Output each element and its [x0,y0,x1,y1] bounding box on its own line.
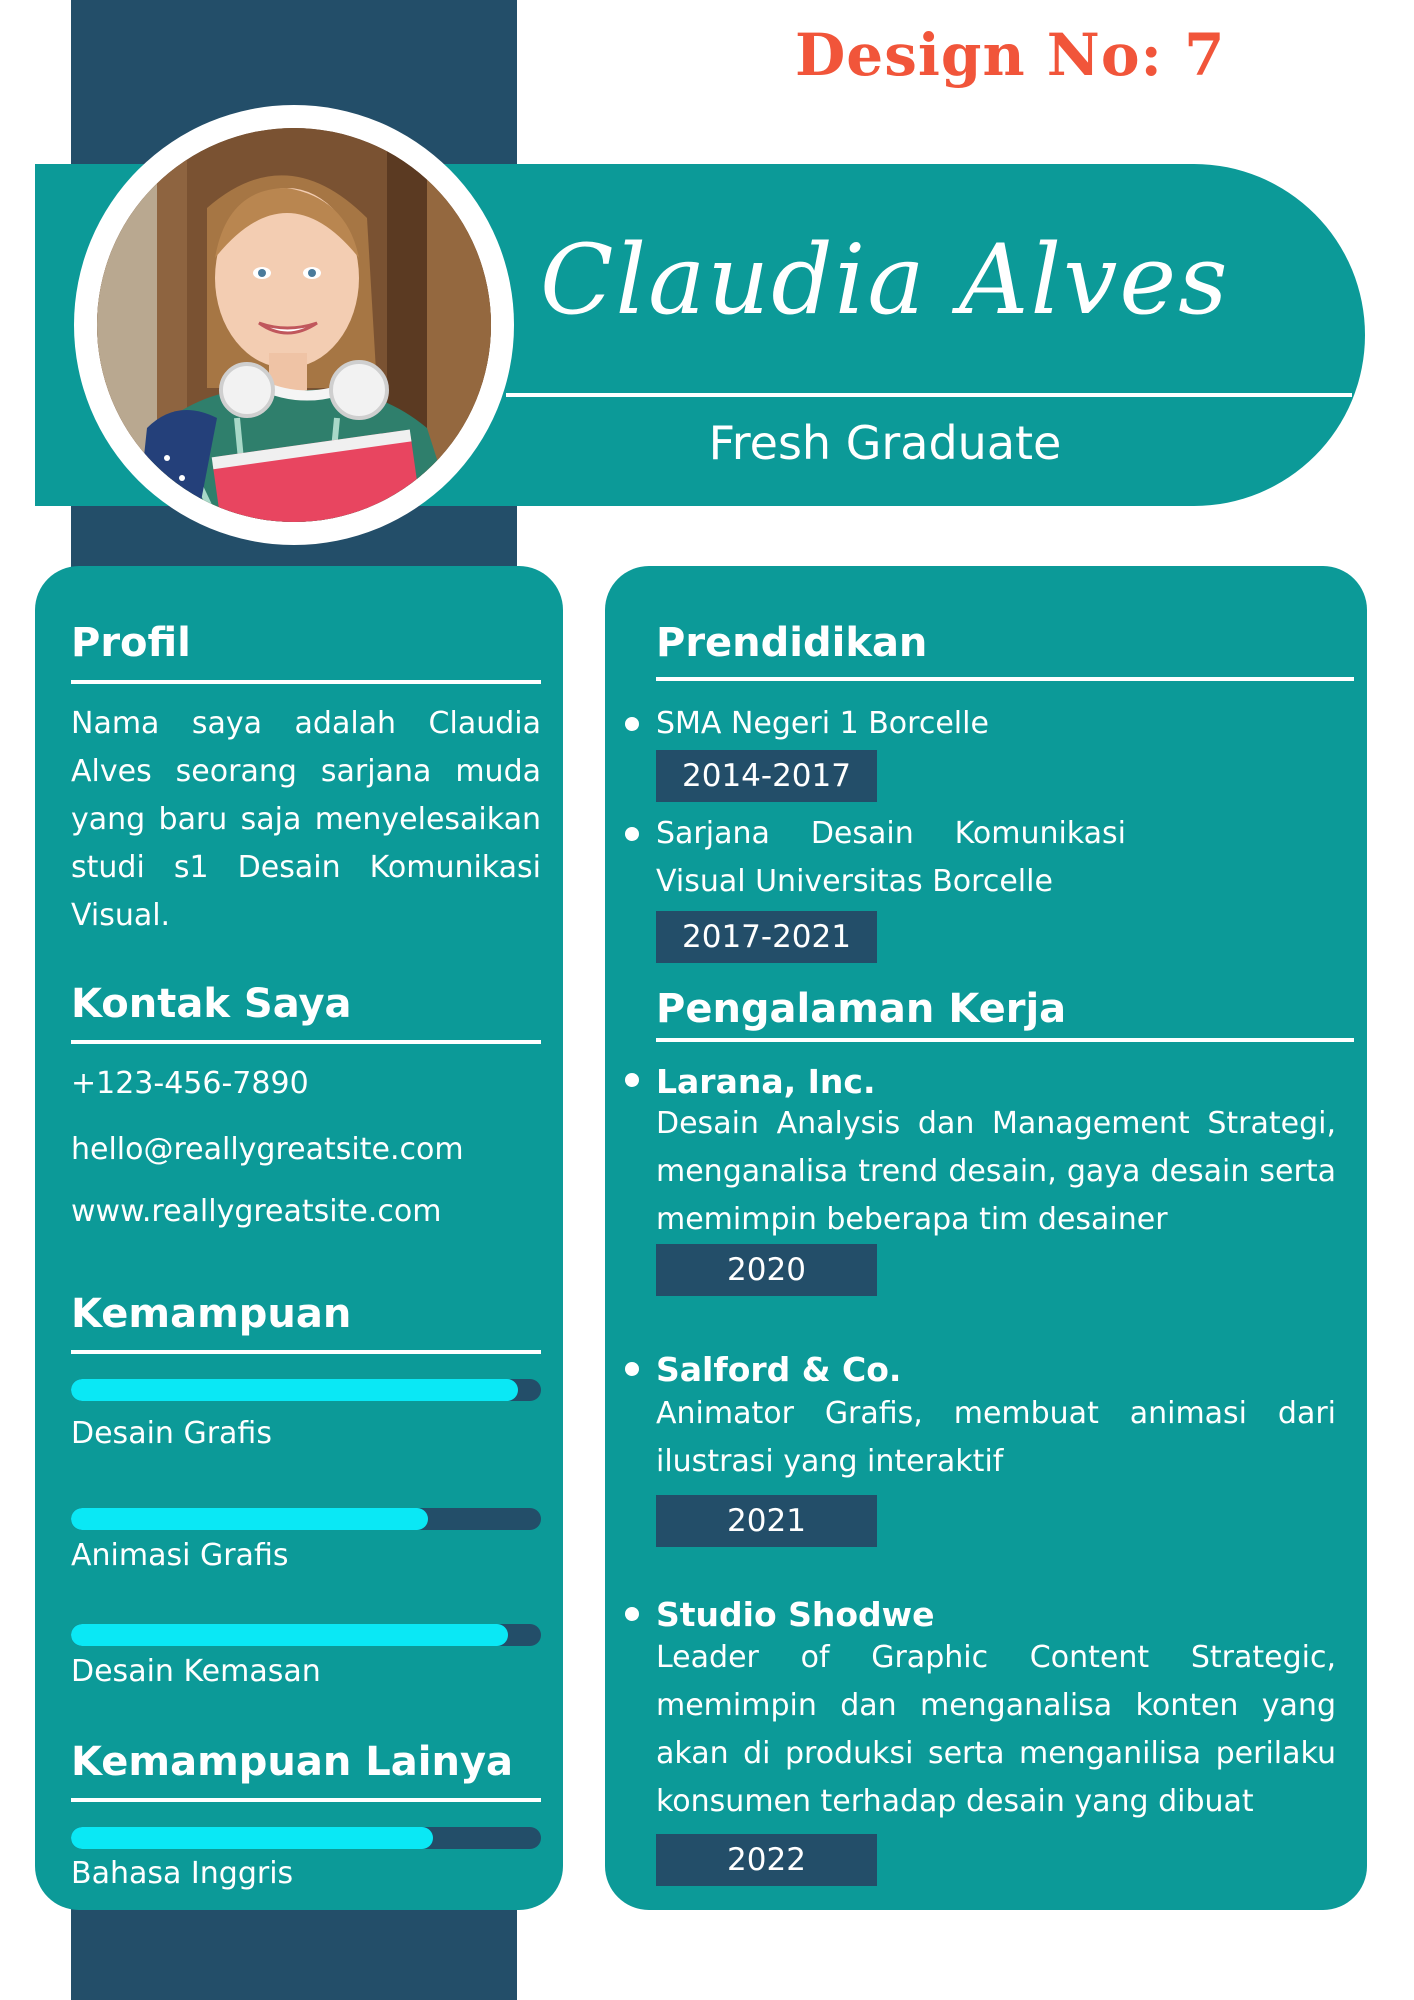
bullet-dot [625,717,639,731]
experience-rule [656,1038,1354,1042]
other-skills-heading: Kemampuan Lainya [71,1739,514,1785]
education-heading: Prendidikan [656,620,928,666]
contact-rule [71,1040,541,1044]
bullet-dot [625,1362,639,1376]
skill-bar-fill [71,1827,433,1849]
skills-rule [71,1350,541,1354]
experience-description: Desain Analysis dan Management Strategi, menganalisa trend desain, gaya desain serta memimpin beberapa tim desainer [656,1106,1336,1237]
experience-year: 2022 [656,1834,877,1886]
experience-heading: Pengalaman Kerja [656,986,1067,1032]
education-school: Sarjana Desain Komunikasi Visual Universitas Borcelle [656,816,1126,899]
skill-bar-fill [71,1379,518,1401]
candidate-role: Fresh Graduate [708,416,1062,470]
profile-photo-illustration [97,128,491,522]
experience-year: 2020 [656,1244,877,1296]
education-rule [656,677,1354,681]
contact-website: www.reallygreatsite.com [71,1194,442,1229]
experience-description: Animator Grafis, membuat animasi dari ilustrasi yang interaktif [656,1396,1336,1479]
bullet-dot [625,1073,639,1087]
skill-label: Animasi Grafis [71,1538,289,1573]
experience-company: Salford & Co. [656,1350,902,1389]
profile-photo [97,128,491,522]
experience-company: Studio Shodwe [656,1595,935,1634]
experience-description: Leader of Graphic Content Strategic, memimpin dan menganalisa konten yang akan di produksi serta menganilisa perilaku konsumen terhadap desain yang dibuat [656,1640,1336,1819]
bullet-dot [625,1607,639,1621]
skill-bar-track [71,1827,541,1849]
contact-heading: Kontak Saya [71,981,352,1027]
design-number-title: Design No: 7 [795,21,1226,89]
skill-label: Desain Grafis [71,1416,272,1451]
profile-text: Nama saya adalah Claudia Alves seorang sarjana muda yang baru saja menyelesaikan studi s1 Desain Komunikasi Visual. [71,706,541,933]
education-school: SMA Negeri 1 Borcelle [656,706,989,741]
candidate-name: Claudia Alves [540,224,1230,336]
profile-rule [71,680,541,684]
skill-label: Desain Kemasan [71,1654,321,1689]
skill-bar-track [71,1508,541,1530]
experience-company: Larana, Inc. [656,1062,876,1101]
bullet-dot [625,827,639,841]
experience-year: 2021 [656,1495,877,1547]
education-years: 2014-2017 [656,750,877,802]
other-skills-rule [71,1798,541,1802]
contact-phone: +123-456-7890 [71,1066,309,1101]
skill-bar-track [71,1624,541,1646]
skills-heading: Kemampuan [71,1291,352,1337]
skill-bar-fill [71,1624,508,1646]
skill-bar-track [71,1379,541,1401]
education-years: 2017-2021 [656,911,877,963]
contact-email: hello@reallygreatsite.com [71,1132,464,1167]
profile-heading: Profil [71,620,191,666]
skill-bar-fill [71,1508,428,1530]
skill-label: Bahasa Inggris [71,1856,294,1891]
header-divider [506,393,1352,397]
